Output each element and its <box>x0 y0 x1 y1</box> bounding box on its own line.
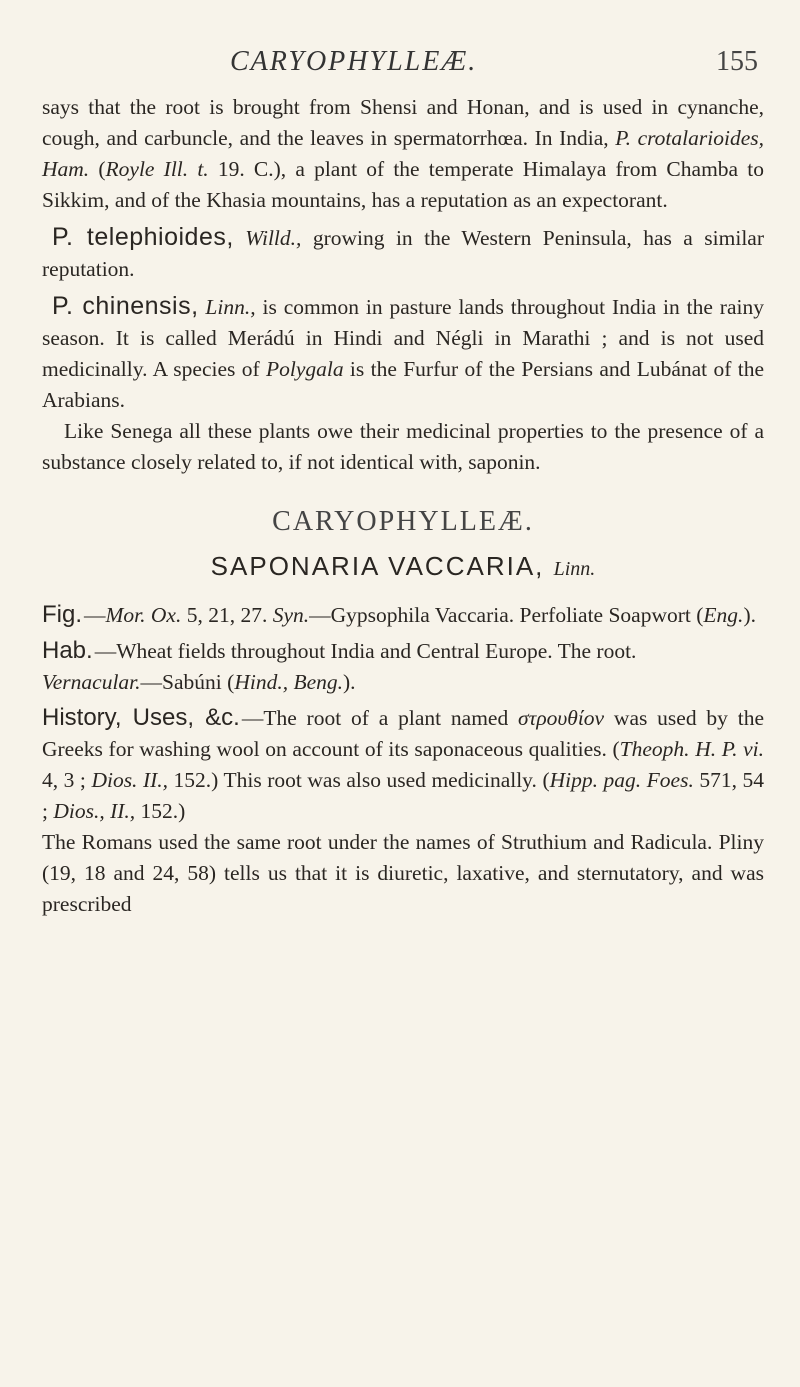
plant-author: Linn. <box>553 558 596 580</box>
running-header <box>0 40 800 80</box>
vernacular-label: Vernacular. <box>42 670 141 694</box>
running-title: CARYOPHYLLEÆ. <box>230 46 478 77</box>
history-label: History, Uses, &c. <box>42 704 240 731</box>
section-heading: CARYOPHYLLEÆ. <box>272 506 534 537</box>
page-body <box>42 92 764 920</box>
species-crotalarioides: P. crotalarioides, Ham. <box>42 126 764 181</box>
author-linn: Linn., <box>205 295 256 319</box>
plant-name: SAPONARIA VACCARIA, <box>210 551 545 581</box>
fig-label: Fig. <box>42 601 83 628</box>
paragraph-polygala-shensi: says that the root is brought from Shensi and Honan, and is used in cynanche, cough, and carbuncle, and the leaves in spermatorrhœa. In India, P. crotalarioides, Ham. (Royle Ill. t. 19. C.), a plant of the temperate Himalaya from Chamba to Sikkim, and of the Khasia mountains, has a reputation as an expectorant. <box>42 95 764 212</box>
citation-royle: Royle Ill. t. <box>105 157 209 181</box>
paragraph-telephioides: P. telephioides, Willd., growing in the Western Peninsula, has a similar reputation. <box>42 223 764 281</box>
paragraph-hab: Hab.—Wheat fields throughout India and Central Europe. The root. <box>42 637 637 664</box>
page-number: 155 <box>716 46 758 77</box>
plant-heading <box>42 551 764 585</box>
hab-label: Hab. <box>42 637 93 664</box>
paragraph-vernacular: Vernacular.—Sabúni (Hind., Beng.). <box>42 670 356 694</box>
paragraph-history: History, Uses, &c.—The root of a plant named στρουθίον was used by the Greeks for washing wool on account of its saponaceous qualities. (Theoph. H. P. vi. 4, 3 ; Dios. II., 152.) This root was also used medicinally. (Hipp. pag. Foes. 571, 54 ; Dios., II., 152.) <box>42 704 765 823</box>
paragraph-chinensis: P. chinensis, Linn., is common in pasture lands throughout India in the rainy season. It is called Merádú in Hindi and Négli in Marathi ; and is not used medicinally. A species of Polygala is the Furfur of the Persians and Lubánat of the Arabians. <box>42 292 764 412</box>
genus-polygala: Polygala <box>265 357 344 381</box>
paragraph-fig: Fig.—Mor. Ox. 5, 21, 27. Syn.—Gypsophila Vaccaria. Perfoliate Soapwort (Eng.). <box>42 601 756 628</box>
author-willd: Willd., <box>245 226 302 250</box>
paragraph-senega: Like Senega all these plants owe their medicinal properties to the presence of a substance closely related to, if not identical with, saponin. <box>42 419 764 474</box>
greek-term: στρουθίον <box>518 706 605 730</box>
species-chinensis: P. chinensis, <box>52 292 199 320</box>
species-telephioides: P. telephioides, <box>52 223 234 251</box>
paragraph-romans: The Romans used the same root under the names of Struthium and Radicula. Pliny (19, 18 and 24, 58) tells us that it is diuretic, laxative, and sternutatory, and was prescribed <box>42 830 764 916</box>
